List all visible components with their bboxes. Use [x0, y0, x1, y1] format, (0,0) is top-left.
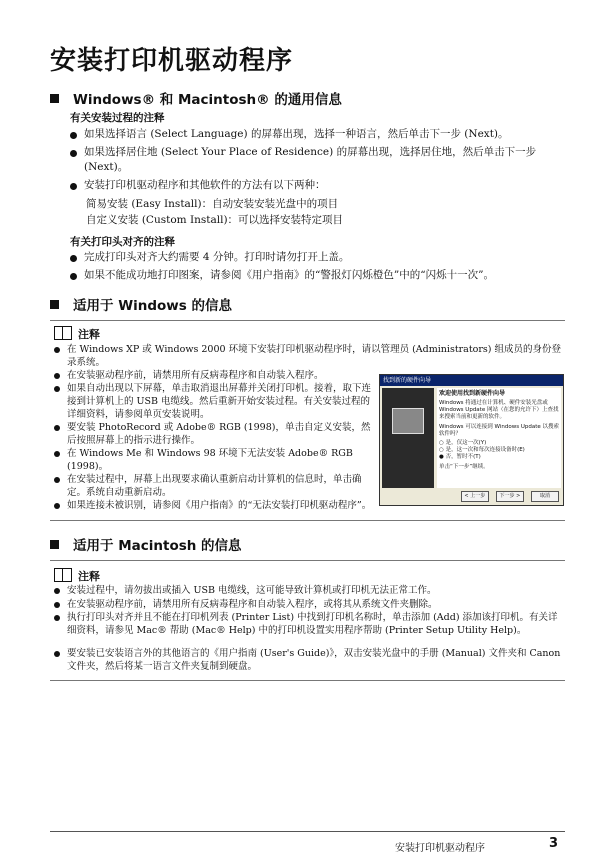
note-book-icon: [54, 326, 72, 340]
page-title: 安装打印机驱动程序: [50, 46, 294, 76]
section-heading-common: Windows® 和 Macintosh® 的通用信息: [50, 88, 342, 108]
wizard-hint: 单击“下一步”继续。: [439, 464, 489, 470]
back-button[interactable]: < 上一步: [461, 491, 489, 502]
note-book-icon: [54, 568, 72, 582]
wizard-titlebar: 找到新的硬件向导: [380, 375, 563, 386]
wizard-question: Windows 可以连接到 Windows Update 以搜索软件吗？: [439, 424, 560, 437]
note-item: 在安装过程中，屏幕上出现要求确认重新启动计算机的信息时，单击确定。系统自动重新启动。: [54, 473, 372, 499]
list-item: 如果选择居住地 (Select Your Place of Residence) 的屏幕出现，选择居住地，然后单击下一步 (Next)。: [70, 145, 565, 175]
subheading-install-notes: 有关安装过程的注释: [70, 112, 165, 124]
divider: [50, 520, 565, 521]
cancel-button[interactable]: 取消: [531, 491, 559, 502]
divider: [50, 320, 565, 321]
footer-divider: [50, 831, 565, 832]
bullet-icon: [54, 373, 60, 379]
list-item: 如果不能成功地打印图案，请参阅《用户指南》的“警报灯闪烁橙色”中的“闪烁十一次”。: [70, 268, 565, 283]
divider: [50, 560, 565, 561]
square-bullet-icon: [50, 300, 59, 309]
bullet-icon: [54, 477, 60, 483]
bullet-icon: [70, 183, 77, 190]
divider: [50, 680, 565, 681]
note-item: 如果连接未被识别，请参阅《用户指南》的“无法安装打印机驱动程序”。: [54, 499, 372, 512]
wizard-option-3[interactable]: ● 否，暂时不(T): [439, 454, 481, 460]
install-option-custom: 自定义安装 (Custom Install)：可以选择安装特定项目: [86, 214, 344, 226]
note-item: 要安装已安装语言外的其他语言的《用户指南 (User's Guide)》，双击安装光盘中的手册 (Manual) 文件夹和 Canon 文件夹，然后将某一语言文件夹复制到硬盘。: [54, 647, 562, 673]
wizard-option-1[interactable]: ○ 是，仅这一次(Y): [439, 440, 487, 446]
bullet-icon: [70, 150, 77, 157]
install-option-easy: 简易安装 (Easy Install)：自动安装安装光盘中的项目: [86, 198, 339, 210]
note-item: 要安装 PhotoRecord 或 Adobe® RGB (1998)，单击自定义安装，然后按照屏幕上的指示进行操作。: [54, 421, 372, 447]
bullet-icon: [54, 347, 60, 353]
note-item: 在 Windows Me 和 Windows 98 环境下无法安装 Adobe® RGB (1998)。: [54, 447, 372, 473]
bullet-icon: [70, 132, 77, 139]
list-item: 完成打印头对齐大约需要 4 分钟。打印时请勿打开上盖。: [70, 250, 565, 265]
note-item: 在安装驱动程序前，请禁用所有反病毒程序和自动装入程序。: [54, 369, 372, 382]
note-item: 在 Windows XP 或 Windows 2000 环境下安装打印机驱动程序时，请以管理员 (Administrators) 组成员的身份登录系统。: [54, 343, 562, 369]
square-bullet-icon: [50, 540, 59, 549]
subheading-alignment-notes: 有关打印头对齐的注释: [70, 236, 175, 248]
note-heading: 注释: [54, 326, 100, 342]
bullet-icon: [54, 425, 60, 431]
note-item: 如果自动出现以下屏幕，单击取消退出屏幕并关闭打印机。接着，取下连接到计算机上的 USB 电缆线。然后重新开始安装过程。有关安装过程的详细资料，请参阅单页安装说明。: [54, 382, 372, 421]
list-item: 安装打印机驱动程序和其他软件的方法有以下两种：: [70, 178, 565, 193]
bullet-icon: [70, 255, 77, 262]
bullet-icon: [54, 651, 60, 657]
bullet-icon: [54, 503, 60, 509]
note-item: 执行打印头对齐并且不能在打印机列表 (Printer List) 中找到打印机名称时，单击添加 (Add) 添加该打印机。有关详细资料，请参见 Mac® 帮助 (Mac® Help) 中的打印机设置实用程序帮助 (Printer Setup Utility Help)。: [54, 611, 562, 637]
page-number: 3: [549, 836, 559, 851]
wizard-side-panel: [382, 388, 434, 488]
list-item: 如果选择语言 (Select Language) 的屏幕出现，选择一种语言，然后单击下一步 (Next)。: [70, 127, 565, 142]
bullet-icon: [70, 273, 77, 280]
bullet-icon: [54, 451, 60, 457]
wizard-content: [437, 388, 561, 488]
section-heading-windows: 适用于 Windows 的信息: [50, 294, 232, 314]
found-new-hardware-wizard-screenshot: [379, 374, 564, 506]
square-bullet-icon: [50, 94, 59, 103]
note-item: 在安装驱动程序前，请禁用所有反病毒程序和自动装入程序，或将其从系统文件夹删除。: [54, 598, 562, 611]
note-heading: 注释: [54, 568, 100, 584]
wizard-option-2[interactable]: ○ 是，这一次和每次连接设备时(E): [439, 447, 525, 453]
section-heading-macintosh: 适用于 Macintosh 的信息: [50, 534, 242, 554]
next-button[interactable]: 下一步 >: [496, 491, 524, 502]
bullet-icon: [54, 615, 60, 621]
wizard-buttons: [459, 482, 559, 502]
bullet-icon: [54, 588, 60, 594]
note-item: 安装过程中，请勿拔出或插入 USB 电缆线，这可能导致计算机或打印机无法正常工作。: [54, 584, 562, 597]
footer-title: 安装打印机驱动程序: [395, 843, 485, 854]
bullet-icon: [54, 386, 60, 392]
monitor-icon: [392, 408, 424, 434]
wizard-body: Windows 将通过在计算机、硬件安装光盘或 Windows Update 网站（在您的允许下）上查找来搜索当前和更新的软件。: [439, 400, 559, 420]
wizard-heading: 欢迎使用找到新硬件向导: [439, 390, 506, 397]
bullet-icon: [54, 602, 60, 608]
